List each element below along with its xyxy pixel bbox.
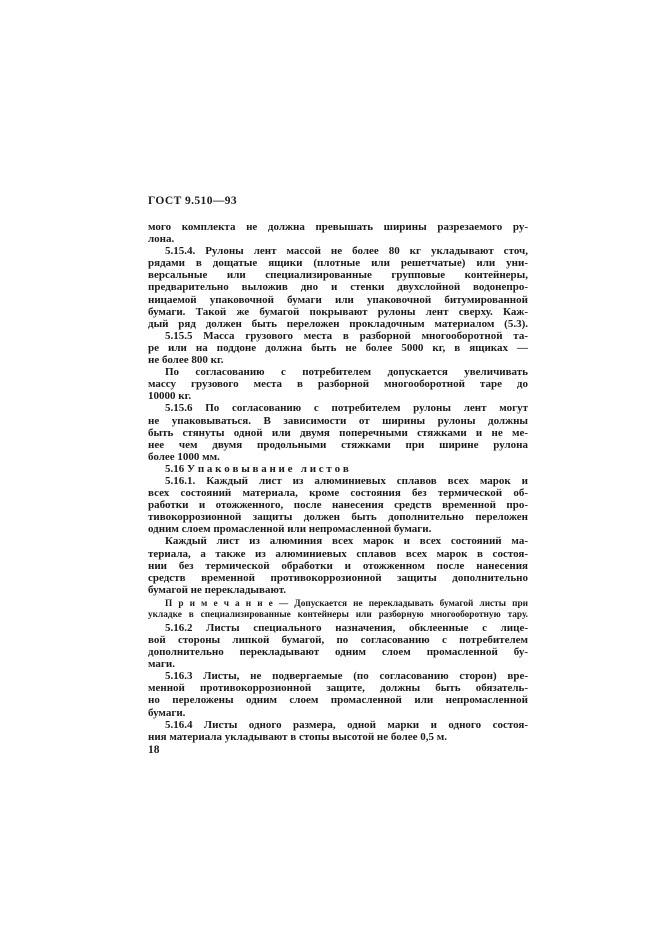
text-line: 5.16.2 Листы специального назначения, обклеенные с лице- (165, 621, 528, 634)
text-line: вой стороны липкой бумагой, по согласованию с потребителем (148, 634, 528, 646)
text-line: тивокоррозионной защиты должен быть дополнительно переложен (148, 511, 528, 524)
text-line: не упаковываться. В зависимости от ширины рулоны должны (148, 414, 528, 427)
text-line: ре или на поддоне должна быть не более 5000 кг, в ящиках — (148, 341, 528, 354)
text-line: По согласованию с потребителем допускается увеличивать (165, 366, 528, 379)
text-line: предварительно выложив дно и стенки двухслойной водонепро- (148, 281, 528, 294)
text-line: дополнительно перекладывают одним слоем промасленной бу- (148, 646, 528, 659)
text-line: бумаги. Такой же бумагой покрывают рулоны лент сверху. Каж- (148, 305, 528, 318)
text-line: нее чем двумя продольными стяжками при ширине рулона (148, 438, 528, 451)
page-number: 18 (148, 744, 160, 756)
text-line: всех состояний материала, кроме состояния без термической об- (148, 487, 528, 500)
text-line: менной противокоррозионной защите, должны быть обязатель- (148, 682, 528, 695)
text-line: П р и м е ч а н и е — Допускается не перекладывать бумагой листы при (165, 598, 528, 609)
text-line: одним слоем промасленной или непромасленной бумаги. (148, 523, 432, 536)
text-line: нии без термической обработки и отожженном после нанесения (148, 559, 528, 572)
text-line: но переложены одним слоем промасленной или непромасленной (148, 694, 528, 707)
text-line: работки и отожженного, после нанесения средств временной про- (148, 499, 528, 512)
text-line: укладке в специализированные контейнеры или разборную многооборотную тару. (148, 610, 528, 621)
text-line: 5.16 У п а к о в ы в а н и е л и с т о в (165, 462, 349, 475)
text-line: массу грузового места в разборной многооборотной таре до (148, 378, 528, 391)
text-line: 5.15.5 Масса грузового места в разборной многооборотной та- (165, 329, 528, 342)
text-line: 5.16.1. Каждый лист из алюминиевых сплавов всех марок и (165, 474, 528, 487)
text-line: маги. (148, 658, 176, 671)
text-line: ницаемой упаковочной бумаги или упаковочной битумированной (148, 293, 528, 306)
text-line: более 1000 мм. (148, 450, 220, 463)
text-line: 5.16.4 Листы одного размера, одной марки и одного состоя- (165, 718, 528, 731)
text-line: 5.16.3 Листы, не подвергаемые (по согласованию сторон) вре- (165, 670, 528, 683)
document-header-standard-number: ГОСТ 9.510—93 (148, 195, 238, 207)
text-line: 10000 кг. (148, 390, 192, 403)
text-line: лона. (148, 233, 175, 246)
text-line: рядами в дощатые ящики (плотные или решетчатые) или уни- (148, 257, 528, 270)
text-line: териала, а также из алюминиевых сплавов всех марок в состоя- (148, 547, 528, 560)
text-line: средств временной противокоррозионной защиты дополнительно (148, 571, 528, 584)
text-line: быть стянуты одной или двумя поперечными стяжками и не ме- (148, 426, 528, 439)
text-line: мого комплекта не должна превышать ширины разрезаемого ру- (148, 221, 528, 233)
text-line: не более 800 кг. (148, 354, 224, 367)
text-line: Каждый лист из алюминия всех марок и всех состояний ма- (165, 535, 528, 548)
text-line: дый ряд должен быть переложен прокладочным материалом (5.3). (148, 317, 528, 330)
text-line: ния материала укладывают в стопы высотой не более 0,5 м. (148, 730, 448, 743)
text-line: бумаги. (148, 706, 186, 719)
text-line: 5.15.6 По согласованию с потребителем рулоны лент могут (165, 402, 528, 415)
body-text (148, 221, 528, 743)
text-line: версальные или специализированные групповые контейнеры, (148, 269, 528, 282)
text-line: бумагой не перекладывают. (148, 583, 287, 596)
text-line: 5.15.4. Рулоны лент массой не более 80 кг укладывают сточ, (165, 245, 528, 258)
